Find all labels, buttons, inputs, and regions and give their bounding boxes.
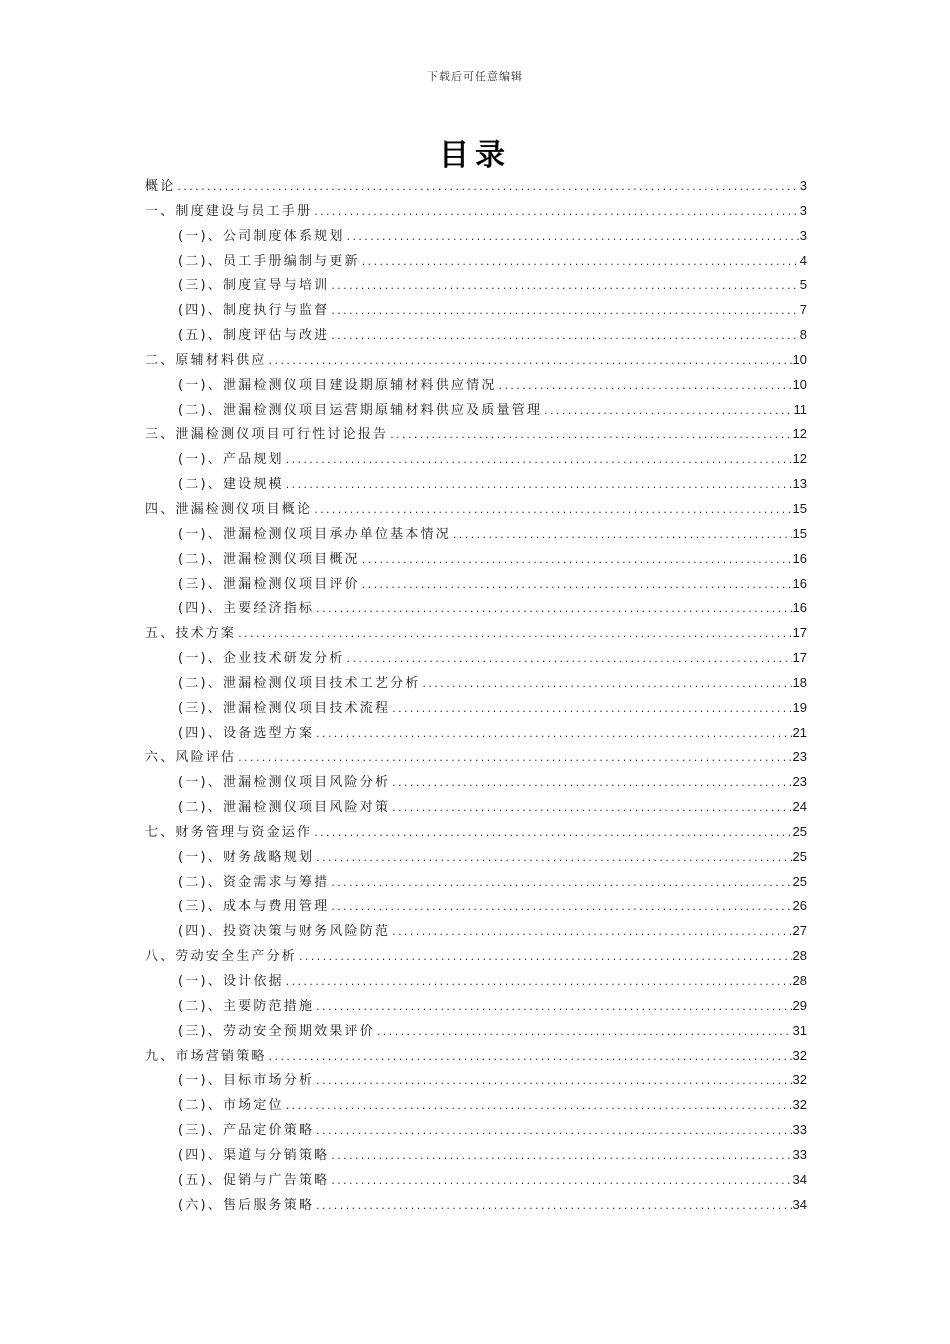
toc-entry-page-number: 18 <box>792 674 807 690</box>
toc-subsection-entry[interactable] <box>145 1143 807 1168</box>
toc-subsection-entry[interactable] <box>145 447 807 472</box>
toc-section-entry[interactable] <box>145 174 807 199</box>
toc-dot-leader <box>268 350 792 375</box>
toc-dot-leader <box>330 275 798 300</box>
toc-section-entry[interactable] <box>145 422 807 447</box>
toc-subsection-entry[interactable] <box>145 894 807 919</box>
toc-entry-label: (一)、公司制度体系规划 <box>178 228 345 244</box>
toc-dot-leader <box>285 1095 792 1120</box>
toc-entry-label: (五)、制度评估与改进 <box>178 328 330 344</box>
toc-dot-leader <box>237 623 791 648</box>
toc-subsection-entry[interactable] <box>145 298 807 323</box>
toc-entry-page-number: 28 <box>792 973 807 988</box>
toc-dot-leader <box>313 499 791 524</box>
toc-subsection-entry[interactable] <box>145 1019 807 1044</box>
toc-dot-leader <box>330 1170 791 1195</box>
toc-title: 目录 <box>439 138 511 173</box>
toc-dot-leader <box>315 723 791 748</box>
toc-entry-page-number: 15 <box>792 500 807 516</box>
toc-dot-leader <box>315 996 791 1021</box>
toc-entry-page-number: 17 <box>792 625 807 641</box>
toc-entry-page-number: 32 <box>792 1097 807 1113</box>
toc-entry-label: (一)、泄漏检测仪项目建设期原辅材料供应情况 <box>178 377 497 393</box>
toc-dot-leader <box>389 424 791 449</box>
toc-entry-page-number: 24 <box>792 799 807 815</box>
toc-entry-page-number: 21 <box>792 724 807 740</box>
toc-entry-label: (三)、泄漏检测仪项目评价 <box>178 576 360 592</box>
table-of-contents <box>145 174 807 1217</box>
toc-entry-label: (四)、渠道与分销策略 <box>178 1147 330 1163</box>
toc-entry-page-number: 32 <box>792 1047 807 1063</box>
toc-subsection-entry[interactable] <box>145 969 807 994</box>
toc-subsection-entry[interactable] <box>145 224 807 249</box>
toc-entry-page-number: 26 <box>792 898 807 914</box>
toc-subsection-entry[interactable] <box>145 373 807 398</box>
toc-subsection-entry[interactable] <box>145 249 807 274</box>
toc-dot-leader <box>313 201 799 226</box>
toc-dot-leader <box>498 375 792 400</box>
toc-entry-label: 一、制度建设与员工手册 <box>145 203 313 219</box>
toc-entry-page-number: 23 <box>792 774 807 790</box>
toc-entry-label: 六、风险评估 <box>145 750 237 766</box>
toc-entry-label: (一)、设计依据 <box>178 974 284 989</box>
toc-dot-leader <box>285 449 792 474</box>
toc-dot-leader <box>237 747 791 772</box>
toc-dot-leader <box>315 847 791 872</box>
toc-dot-leader <box>298 946 792 971</box>
toc-entry-label: 四、泄漏检测仪项目概论 <box>145 501 313 517</box>
toc-dot-leader <box>391 772 791 797</box>
toc-subsection-entry[interactable] <box>145 870 807 895</box>
toc-dot-leader <box>361 251 799 276</box>
toc-entry-page-number: 19 <box>792 699 807 715</box>
toc-subsection-entry[interactable] <box>145 994 807 1019</box>
toc-dot-leader <box>376 1021 792 1046</box>
toc-entry-page-number: 10 <box>792 351 807 367</box>
toc-entry-label: (四)、设备选型方案 <box>178 725 315 741</box>
toc-dot-leader <box>543 400 792 425</box>
toc-dot-leader <box>422 673 792 698</box>
toc-entry-page-number: 23 <box>792 749 807 765</box>
toc-entry-page-number: 5 <box>799 277 807 293</box>
toc-subsection-entry[interactable] <box>145 547 807 572</box>
toc-entry-page-number: 8 <box>799 327 807 343</box>
toc-entry-page-number: 4 <box>799 252 807 268</box>
toc-entry-label: 九、市场营销策略 <box>145 1048 267 1064</box>
toc-entry-label: (六)、售后服务策略 <box>178 1197 315 1213</box>
toc-subsection-entry[interactable] <box>145 596 807 621</box>
toc-entry-label: (二)、泄漏检测仪项目概况 <box>178 551 360 567</box>
toc-dot-leader <box>346 226 799 251</box>
toc-entry-page-number: 7 <box>799 302 807 318</box>
toc-subsection-entry[interactable] <box>145 323 807 348</box>
toc-entry-label: (一)、企业技术研发分析 <box>178 651 345 667</box>
toc-subsection-entry[interactable] <box>145 1168 807 1193</box>
toc-dot-leader <box>330 300 798 325</box>
toc-section-entry[interactable] <box>145 944 807 969</box>
toc-subsection-entry[interactable] <box>145 1093 807 1118</box>
toc-entry-page-number: 16 <box>792 575 807 591</box>
toc-section-entry[interactable] <box>145 497 807 522</box>
toc-entry-label: (二)、泄漏检测仪项目技术工艺分析 <box>178 675 421 691</box>
toc-dot-leader <box>330 325 798 350</box>
toc-entry-label: (四)、制度执行与监督 <box>178 303 330 319</box>
toc-entry-label: (三)、产品定价策略 <box>178 1123 315 1139</box>
toc-dot-leader <box>315 1195 791 1220</box>
toc-entry-page-number: 16 <box>792 550 807 566</box>
toc-entry-label: (二)、泄漏检测仪项目风险对策 <box>178 800 391 816</box>
toc-dot-leader <box>361 574 792 599</box>
toc-entry-label: (二)、泄漏检测仪项目运营期原辅材料供应及质量管理 <box>178 402 543 418</box>
toc-section-entry[interactable] <box>145 820 807 845</box>
toc-entry-page-number: 12 <box>792 451 807 467</box>
toc-entry-label: (四)、主要经济指标 <box>178 601 315 617</box>
toc-entry-label: (一)、泄漏检测仪项目承办单位基本情况 <box>178 526 451 542</box>
toc-section-entry[interactable] <box>145 1044 807 1069</box>
toc-subsection-entry[interactable] <box>145 572 807 597</box>
toc-entry-label: (三)、劳动安全预期效果评价 <box>178 1023 375 1039</box>
toc-entry-label: 五、技术方案 <box>145 626 237 642</box>
toc-entry-page-number: 17 <box>792 650 807 666</box>
toc-subsection-entry[interactable] <box>145 795 807 820</box>
toc-dot-leader <box>285 971 792 996</box>
toc-entry-label: 七、财务管理与资金运作 <box>145 824 313 840</box>
toc-entry-page-number: 3 <box>799 178 807 193</box>
toc-dot-leader <box>391 921 791 946</box>
toc-subsection-entry[interactable] <box>145 646 807 671</box>
toc-entry-page-number: 32 <box>792 1072 807 1088</box>
toc-section-entry[interactable] <box>145 199 807 224</box>
toc-subsection-entry[interactable] <box>145 472 807 497</box>
toc-dot-leader <box>315 598 791 623</box>
toc-subsection-entry[interactable] <box>145 721 807 746</box>
toc-entry-page-number: 10 <box>792 376 807 392</box>
toc-entry-page-number: 25 <box>792 873 807 889</box>
toc-entry-page-number: 13 <box>792 476 807 492</box>
toc-dot-leader <box>313 822 791 847</box>
toc-dot-leader <box>268 1046 792 1071</box>
toc-section-entry[interactable] <box>145 621 807 646</box>
toc-entry-page-number: 33 <box>792 1146 807 1162</box>
toc-entry-page-number: 29 <box>792 997 807 1013</box>
toc-entry-label: (四)、投资决策与财务风险防范 <box>178 924 391 940</box>
toc-subsection-entry[interactable] <box>145 770 807 795</box>
toc-entry-page-number: 12 <box>792 426 807 442</box>
toc-dot-leader <box>391 698 791 723</box>
toc-entry-label: (三)、制度宣导与培训 <box>178 278 330 294</box>
toc-dot-leader <box>315 1070 791 1095</box>
toc-subsection-entry[interactable] <box>145 1118 807 1143</box>
toc-subsection-entry[interactable] <box>145 522 807 547</box>
toc-entry-label: (一)、泄漏检测仪项目风险分析 <box>178 775 391 791</box>
toc-entry-label: (三)、泄漏检测仪项目技术流程 <box>178 700 391 716</box>
toc-subsection-entry[interactable] <box>145 398 807 423</box>
toc-entry-page-number: 25 <box>792 848 807 864</box>
toc-entry-label: (二)、市场定位 <box>178 1098 284 1114</box>
toc-dot-leader <box>315 1120 791 1145</box>
toc-subsection-entry[interactable] <box>145 273 807 298</box>
toc-entry-label: 二、原辅材料供应 <box>145 352 267 368</box>
toc-entry-label: (二)、主要防范措施 <box>178 998 315 1014</box>
toc-entry-label: (一)、目标市场分析 <box>178 1073 315 1089</box>
toc-entry-label: (一)、产品规划 <box>178 452 284 468</box>
toc-entry-page-number: 25 <box>792 823 807 839</box>
toc-entry-label: (二)、建设规模 <box>178 477 284 493</box>
toc-section-entry[interactable] <box>145 348 807 373</box>
toc-entry-page-number: 27 <box>792 923 807 939</box>
toc-entry-label: 三、泄漏检测仪项目可行性讨论报告 <box>145 427 389 443</box>
toc-entry-page-number: 11 <box>793 401 807 417</box>
toc-dot-leader <box>330 1145 791 1170</box>
toc-entry-page-number: 3 <box>799 202 807 218</box>
toc-entry-page-number: 33 <box>792 1122 807 1138</box>
toc-subsection-entry[interactable] <box>145 671 807 696</box>
toc-dot-leader <box>330 896 791 921</box>
toc-subsection-entry[interactable] <box>145 919 807 944</box>
page-header-note: 下载后可任意编辑 <box>427 70 523 83</box>
toc-dot-leader <box>346 648 792 673</box>
toc-entry-label: (三)、成本与费用管理 <box>178 899 330 915</box>
toc-entry-label: (一)、财务战略规划 <box>178 849 315 865</box>
toc-entry-label: (二)、员工手册编制与更新 <box>178 253 360 269</box>
toc-subsection-entry[interactable] <box>145 696 807 721</box>
toc-entry-label: 概论 <box>145 179 176 194</box>
toc-entry-page-number: 31 <box>792 1022 807 1038</box>
toc-subsection-entry[interactable] <box>145 1193 807 1218</box>
toc-entry-label: 八、劳动安全生产分析 <box>145 949 298 965</box>
toc-dot-leader <box>391 797 791 822</box>
toc-dot-leader <box>285 474 792 499</box>
toc-dot-leader <box>452 524 792 549</box>
toc-subsection-entry[interactable] <box>145 845 807 870</box>
toc-subsection-entry[interactable] <box>145 1068 807 1093</box>
toc-entry-page-number: 34 <box>792 1196 807 1212</box>
toc-entry-page-number: 15 <box>792 525 807 541</box>
toc-dot-leader <box>176 176 798 201</box>
toc-entry-label: (五)、促销与广告策略 <box>178 1172 330 1188</box>
toc-entry-label: (二)、资金需求与筹措 <box>178 874 330 890</box>
toc-dot-leader <box>330 872 791 897</box>
toc-entry-page-number: 28 <box>792 948 807 964</box>
toc-entry-page-number: 16 <box>792 600 807 616</box>
toc-section-entry[interactable] <box>145 745 807 770</box>
toc-dot-leader <box>361 549 792 574</box>
toc-entry-page-number: 3 <box>799 227 807 243</box>
toc-entry-page-number: 34 <box>792 1171 807 1187</box>
